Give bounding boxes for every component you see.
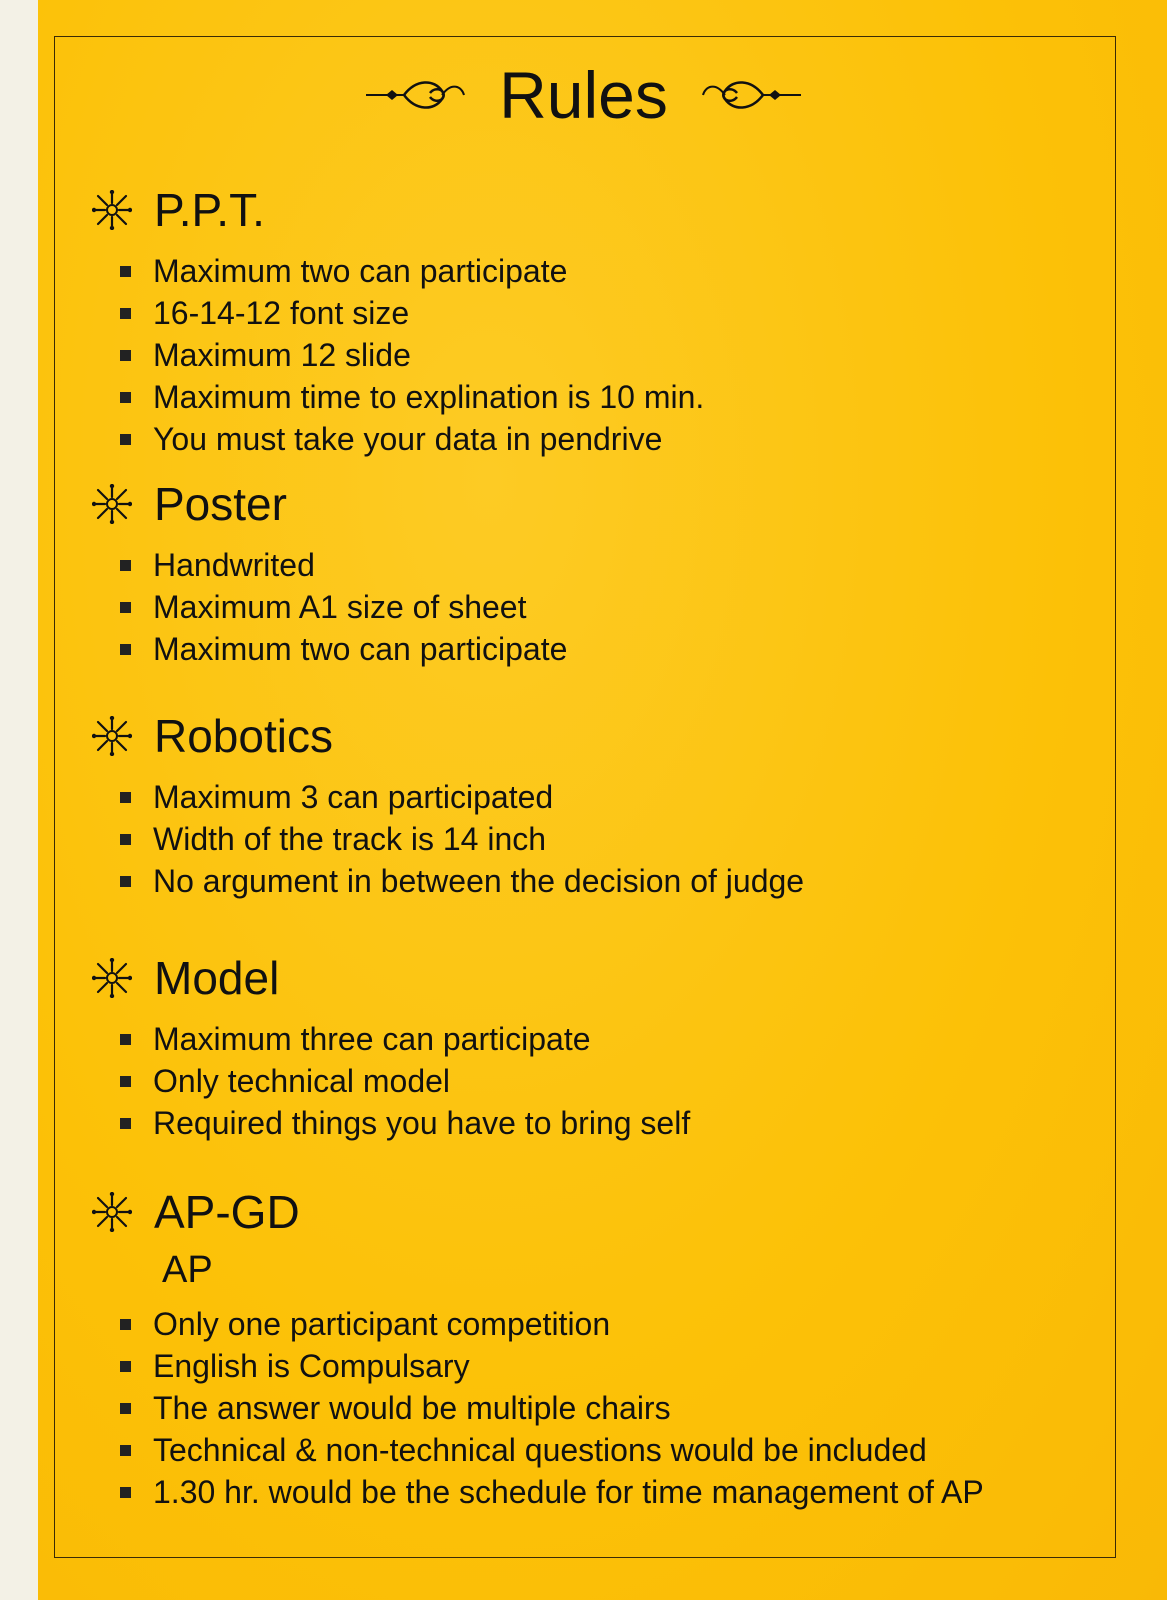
- bullet-icon: [120, 350, 131, 361]
- rule-item: Technical & non-technical questions would be included: [120, 1430, 984, 1472]
- rule-item: Only technical model: [120, 1060, 690, 1102]
- rule-item: 1.30 hr. would be the schedule for time management of AP: [120, 1472, 984, 1514]
- rule-item: Maximum two can participate: [120, 250, 704, 292]
- section-heading: [92, 708, 804, 764]
- title-row: [0, 58, 1167, 132]
- rule-item: Handwrited: [120, 544, 567, 586]
- bullet-icon: [120, 1076, 131, 1087]
- bullet-icon: [120, 308, 131, 319]
- rule-list: [92, 776, 804, 902]
- bullet-icon: [120, 1487, 131, 1498]
- bullet-icon: [120, 434, 131, 445]
- section-heading: [92, 476, 567, 532]
- bullet-icon: [120, 392, 131, 403]
- bullet-icon: [120, 266, 131, 277]
- rule-item: Maximum three can participate: [120, 1018, 690, 1060]
- section-title: AP-GD: [154, 1186, 300, 1238]
- rule-item: You must take your data in pendrive: [120, 418, 704, 460]
- section-title: Robotics: [154, 710, 333, 762]
- section-heading: [92, 182, 704, 238]
- bullet-icon: [120, 876, 131, 887]
- bullet-icon: [120, 1118, 131, 1129]
- bullet-icon: [120, 602, 131, 613]
- bullet-icon: [120, 1319, 131, 1330]
- rule-item: Required things you have to bring self: [120, 1102, 690, 1144]
- rule-item: 16-14-12 font size: [120, 292, 704, 334]
- rule-item: Maximum A1 size of sheet: [120, 586, 567, 628]
- rule-item: Maximum two can participate: [120, 628, 567, 670]
- rule-list: [92, 1018, 690, 1144]
- section-model: [92, 950, 690, 1144]
- bullet-icon: [120, 1034, 131, 1045]
- section-apgd: [92, 1184, 984, 1514]
- section-title: Poster: [154, 478, 287, 530]
- rule-list: [92, 1304, 984, 1514]
- bullet-icon: [120, 792, 131, 803]
- starburst-icon: [92, 190, 132, 230]
- left-flourish-icon: [364, 73, 469, 117]
- section-ppt: [92, 182, 704, 460]
- rule-item: Maximum 3 can participated: [120, 776, 804, 818]
- starburst-icon: [92, 1192, 132, 1232]
- bullet-icon: [120, 834, 131, 845]
- section-poster: [92, 476, 567, 670]
- section-title: P.P.T.: [154, 184, 265, 236]
- bullet-icon: [120, 644, 131, 655]
- bullet-icon: [120, 1403, 131, 1414]
- section-title: Model: [154, 952, 280, 1004]
- section-robotics: [92, 708, 804, 902]
- rule-item: Width of the track is 14 inch: [120, 818, 804, 860]
- rule-item: English is Compulsary: [120, 1346, 984, 1388]
- rule-item: Only one participant competition: [120, 1304, 984, 1346]
- section-heading: [92, 950, 690, 1006]
- rule-list: [92, 250, 704, 460]
- section-subheading: AP: [162, 1249, 213, 1291]
- rule-item: The answer would be multiple chairs: [120, 1388, 984, 1430]
- bullet-icon: [120, 1445, 131, 1456]
- bullet-icon: [120, 1361, 131, 1372]
- right-flourish-icon: [698, 73, 803, 117]
- rule-list: [92, 544, 567, 670]
- starburst-icon: [92, 958, 132, 998]
- rule-item: Maximum time to explination is 10 min.: [120, 376, 704, 418]
- starburst-icon: [92, 716, 132, 756]
- bullet-icon: [120, 560, 131, 571]
- page-title: Rules: [499, 58, 668, 132]
- rule-item: No argument in between the decision of judge: [120, 860, 804, 902]
- starburst-icon: [92, 484, 132, 524]
- section-heading: [92, 1184, 984, 1240]
- rule-item: Maximum 12 slide: [120, 334, 704, 376]
